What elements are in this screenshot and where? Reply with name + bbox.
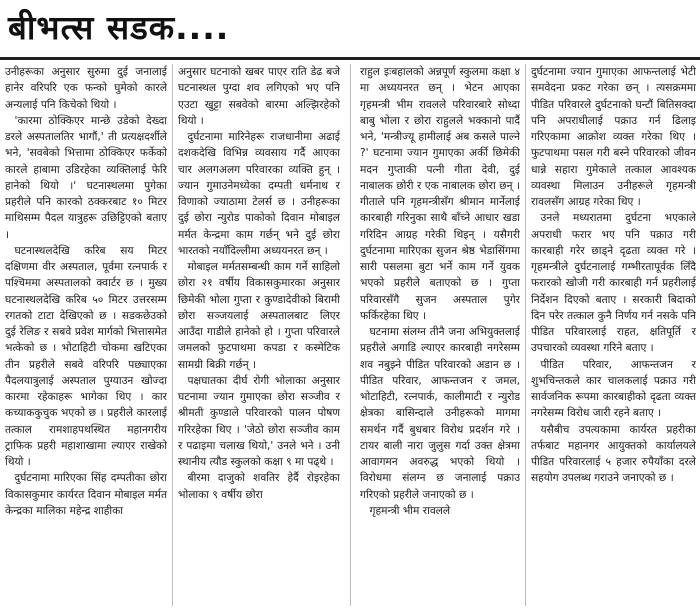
column-2-paragraph: पक्षघातका दीर्घ रोगी भोलाका अनुसार घटनामा ज्यान गुमाएका छोरा सञ्जीव र श्रीमती कुण्डाले परिवारको पालन पोषण गरिरहेका थिए । 'जेठो छोरा सञ्जीव काम र पढाइमा चलाख थियो,' उनले भने । उनी स्थानीय त्यौड स्कुलको कक्षा ९ मा पढ्थे । [178, 374, 340, 468]
column-3-paragraph: गृहमन्त्री भीम रावलले [369, 504, 451, 517]
column-divider [172, 64, 173, 606]
article-column-4 [531, 64, 696, 606]
column-divider [350, 64, 351, 606]
column-3-paragraph: घटनामा संलग्न तीनै जना अभियुक्तलाई प्रहरीले अगाडि ल्याएर कारबाही नगरेसम्म शव नबुझ्ने पीडित परिवारको अडान छ । पीडित परिवार, आफन्तजन र जमल, भोटाहिटी, रत्नपार्क, कालीमाटी र न्युरोड क्षेत्रका बासिन्दाले उनीहरूको मागमा समर्थन गर्दै बुधबार विरोध प्रदर्शन गरे । टायर बाली नारा जुलुस गर्दा उक्त क्षेत्रमा आवागमन अवरुद्ध भएको थियो । विरोधमा संलग्न छ जनालाई पक्राउ गरिएको प्रहरीले जनाएको छ । [360, 326, 520, 501]
column-divider [525, 64, 526, 606]
column-1-paragraph: दुर्घटनामा मारिएका सिंह दम्पतीका छोरा विकासकुमार कार्यरत दिवान मोबाइल मर्मत केन्द्रका मालिका महेन्द्र शाहीका [5, 472, 167, 517]
column-4-paragraph: दुर्घटनामा ज्यान गुमाएका आफन्तलाई भेटी समवेदना प्रकट गरेका छन् । त्यसक्रममा पीडित परिवारले दुर्घटनाको घन्टौं बितिसक्दा पनि अपराधीलाई पक्राउ गर्न ढिलाइ गरिएकामा आक्रोश व्यक्त गरेका थिए । फुटपाथमा पसल गरी बस्ने परिवारको जीवन धान्ने सहारा गुमेकाले तत्काल आवश्यक व्यवस्था मिलाउन उनीहरूले गृहमन्त्री रावलसँग आग्रह गरेका थिए । [531, 66, 696, 208]
article-column-2 [178, 64, 340, 606]
column-2-paragraph: मोबाइल मर्मतसम्बन्धी काम गर्ने साहिलो छोरा २१ वर्षीय विकासकुमारका अनुसार छिमेकी भोला गुप्ता र कुण्डादेवीको बिरामी छोरा सञ्जयलाई अस्पतालबाट लिएर आउँदा गाडीले हानेको हो । गुप्ता परिवारले जमलको फुटपाथमा कपडा र कस्मेटिक सामग्री बिक्री गर्छन् । [178, 261, 340, 371]
column-4-paragraph: यसैबीच उपत्यकामा कार्यरत प्रहरीका तर्फबाट महानगर आयुक्तको कार्यालयले पीडित परिवारलाई ५ हजार रुपैयाँका दरले सहयोग उपलब्ध गराउने जनाएको छ । [531, 423, 696, 485]
column-1-paragraph: 'कारमा ठोक्किएर मान्छे उडेको देख्दा डरले अस्पतालतिर भागौं,' ती प्रत्यक्षदर्शीले भने, 'सवबेको भित्तामा ठोक्किएर फर्केको कारले हाबामा उडिरहेका व्यक्तिलाई फेरि हानेको थियो ।' घटनास्थलमा पुगेका प्रहरीले पनि कारको ठक्करबाट १० मिटर माथिसम्म पैदल यात्रुहरू उछिट्टिएको बताए । [5, 114, 167, 241]
column-1-paragraph: घटनास्थलदेखि करिब सय मिटर दक्षिणमा वीर अस्पताल, पूर्वमा रत्नपार्क र पश्चिममा अस्पतालको क्वार्टर छ । मुख्य घटनास्थलदेखि करिब ५० मिटर उत्तरसम्म रगतको टाटा देखिएको छ । सडकछेउको दुई रेलिङ र सबवे प्रवेश मार्गको भित्तासमेत भत्केको छ । भोटाहिटी चोकमा खटिएका तीन प्रहरीले सबवे वरिपरि पछ्याएका पैदलयात्रुलाई अस्पताल पुग्याउन खोज्दा कारमा रहेकाहरू भागेका थिए । कार कच्याककुचुक भएको छ । प्रहरीले कारलाई तत्काल रामशाहपथस्थित महानगरीय ट्राफिक प्रहरी महाशाखामा ल्याएर राखेको थियो । [5, 244, 167, 468]
article-column-1 [5, 64, 167, 606]
column-1-paragraph: उनीहरूका अनुसार सुरुमा दुई जनालाई हानेर वरिपरि एक फन्को घुमेको कारले अन्यलाई पनि किचेको थियो । [5, 66, 167, 111]
article-column-3 [360, 64, 520, 606]
column-2-paragraph: अनुसार घटनाको खबर पाएर राति डेढ बजे घटनास्थल पुग्दा शव लगिएको भए पनि एउटा खुट्टा सबवेको बारमा अल्झिरहेको थियो । [178, 66, 340, 127]
headline-rule [0, 57, 700, 60]
column-2-paragraph: बीरमा दाजुको शवतिर हेर्दै रोइरहेका भोलाका ९ वर्षीय छोरा [178, 472, 340, 501]
column-3-paragraph: राहुल इःबहालको अन्नपूर्ण स्कुलमा कक्षा ४ मा अध्ययनरत छन् । भेटन आएका गृहमन्त्री भीम रावलले परिवारबारे सोध्दा बाबु भोला र छोरा राहुलले भक्कानो पार्दै भने, 'मन्त्रीज्यू हामीलाई अब कसले पाल्ने ?' घटनामा ज्यान गुमाएका अर्की छिमेकी मदन गुप्ताकी पत्नी गीता देवी, दुई नाबालक छोरी र एक नाबालक छोरा छन् । गीताले पनि गृहमन्त्रीसँग श्रीमान मार्नेलाई कारबाही गरिनुका साथै बाँच्ने आधार खडा गरिदिन आग्रह गरेकी थिइन् । यसैगरी दुर्घटनामा मारिएका सुजन श्रेष्ठ भेडासिंगमा सारी पसलमा बुटा भर्ने काम गर्ने युवक भएको प्रहरीले बताएको छ । गुप्ता परिवारसँगै सुजन अस्पताल पुगेर फर्किरहेका थिए । [360, 66, 520, 322]
article-headline: बीभत्स सडक.... [8, 8, 230, 47]
column-4-paragraph: उनले मध्यरातमा दुर्घटना भएकाले अपराधी फरार भए पनि पक्राउ गरी कारबाही गरेर छाड्ने दृढता व्यक्त गरे । गृहमन्त्रीले दुर्घटनालाई गम्भीरतापूर्वक लिँदै फरारको खोजी गरी कारबाही गर्न प्रहरीलाई निर्देशन दिएको बताए । सरकारी बिदाको दिन परेर तत्काल कुनै निर्णय गर्न नसके पनि पीडित परिवारलाई राहत, क्षतिपूर्ति र उपचारको व्यवस्था गरिने बताए । [531, 212, 696, 355]
column-2-paragraph: दुर्घटनामा मारिनेहरू राजधानीमा अढाई दशकदेखि विभिन्न व्यवसाय गर्दै आएका चार अलगअलग परिवारका व्यक्ति हुन् । ज्यान गुमाउनेमध्येका दम्पती धर्मनाथ र विणाको ज्याठामा टेलर्स छ । उनीहरूका दुई छोरा न्युरोड पाकोको दिवान मोबाइल मर्मत केन्द्रमा काम गर्छन् भने दुई छोरा भारतको नयाँदिल्लीमा अध्ययनरत छन् । [178, 131, 340, 257]
column-4-paragraph: पीडित परिवार, आफन्तजन र शुभचिन्तकले कार चालकलाई पक्राउ गरी सार्वजनिक रूपमा कारबाहीको दृढता व्यक्त नगरेसम्म विरोध जारी रहने बताए । [531, 358, 696, 420]
